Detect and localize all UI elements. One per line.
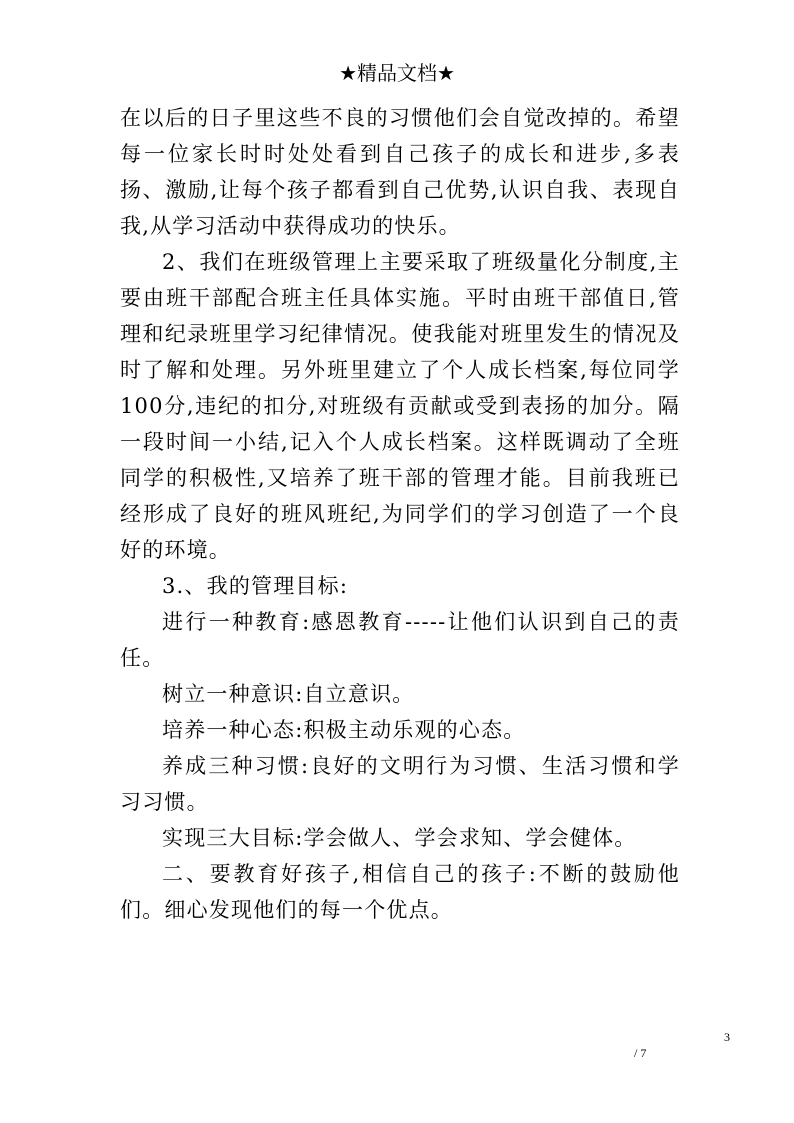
page-total: / 7 (634, 1046, 647, 1060)
page-number: 3 (724, 1030, 730, 1044)
document-header-title: ★精品文档★ (339, 61, 455, 85)
paragraph-3: 3.、我的管理目标: (162, 574, 349, 598)
paragraph-5: 树立一种意识:自立意识。 (162, 682, 415, 706)
document-body (120, 100, 680, 928)
paragraph-6: 培养一种心态:积极主动乐观的心态。 (162, 718, 526, 742)
paragraph-4: 进行一种教育:感恩教育-----让他们认识到自己的责任。 (120, 610, 680, 670)
paragraph-1: 在以后的日子里这些不良的习惯他们会自觉改掉的。希望每一位家长时时处处看到自己孩子的成长和进步,多表扬、激励,让每个孩子都看到自己优势,认识自我、表现自我,从学习活动中获得成功的快乐。 (120, 106, 680, 238)
paragraph-7: 养成三种习惯:良好的文明行为习惯、生活习惯和学习习惯。 (120, 754, 680, 814)
paragraph-9: 二、要教育好孩子,相信自己的孩子:不断的鼓励他们。细心发现他们的每一个优点。 (120, 862, 680, 922)
paragraph-2: 2、我们在班级管理上主要采取了班级量化分制度,主要由班干部配合班主任具体实施。平时由班干部值日,管理和纪录班里学习纪律情况。使我能对班里发生的情况及时了解和处理。另外班里建立了个人成长档案,每位同学100分,违纪的扣分,对班级有贡献或受到表扬的加分。隔一段时间一小结,记入个人成长档案。这样既调动了全班同学的积极性,又培养了班干部的管理才能。目前我班已经形成了良好的班风班纪,为同学们的学习创造了一个良好的环境。 (120, 250, 680, 562)
paragraph-8: 实现三大目标:学会做人、学会求知、学会健体。 (162, 826, 637, 850)
